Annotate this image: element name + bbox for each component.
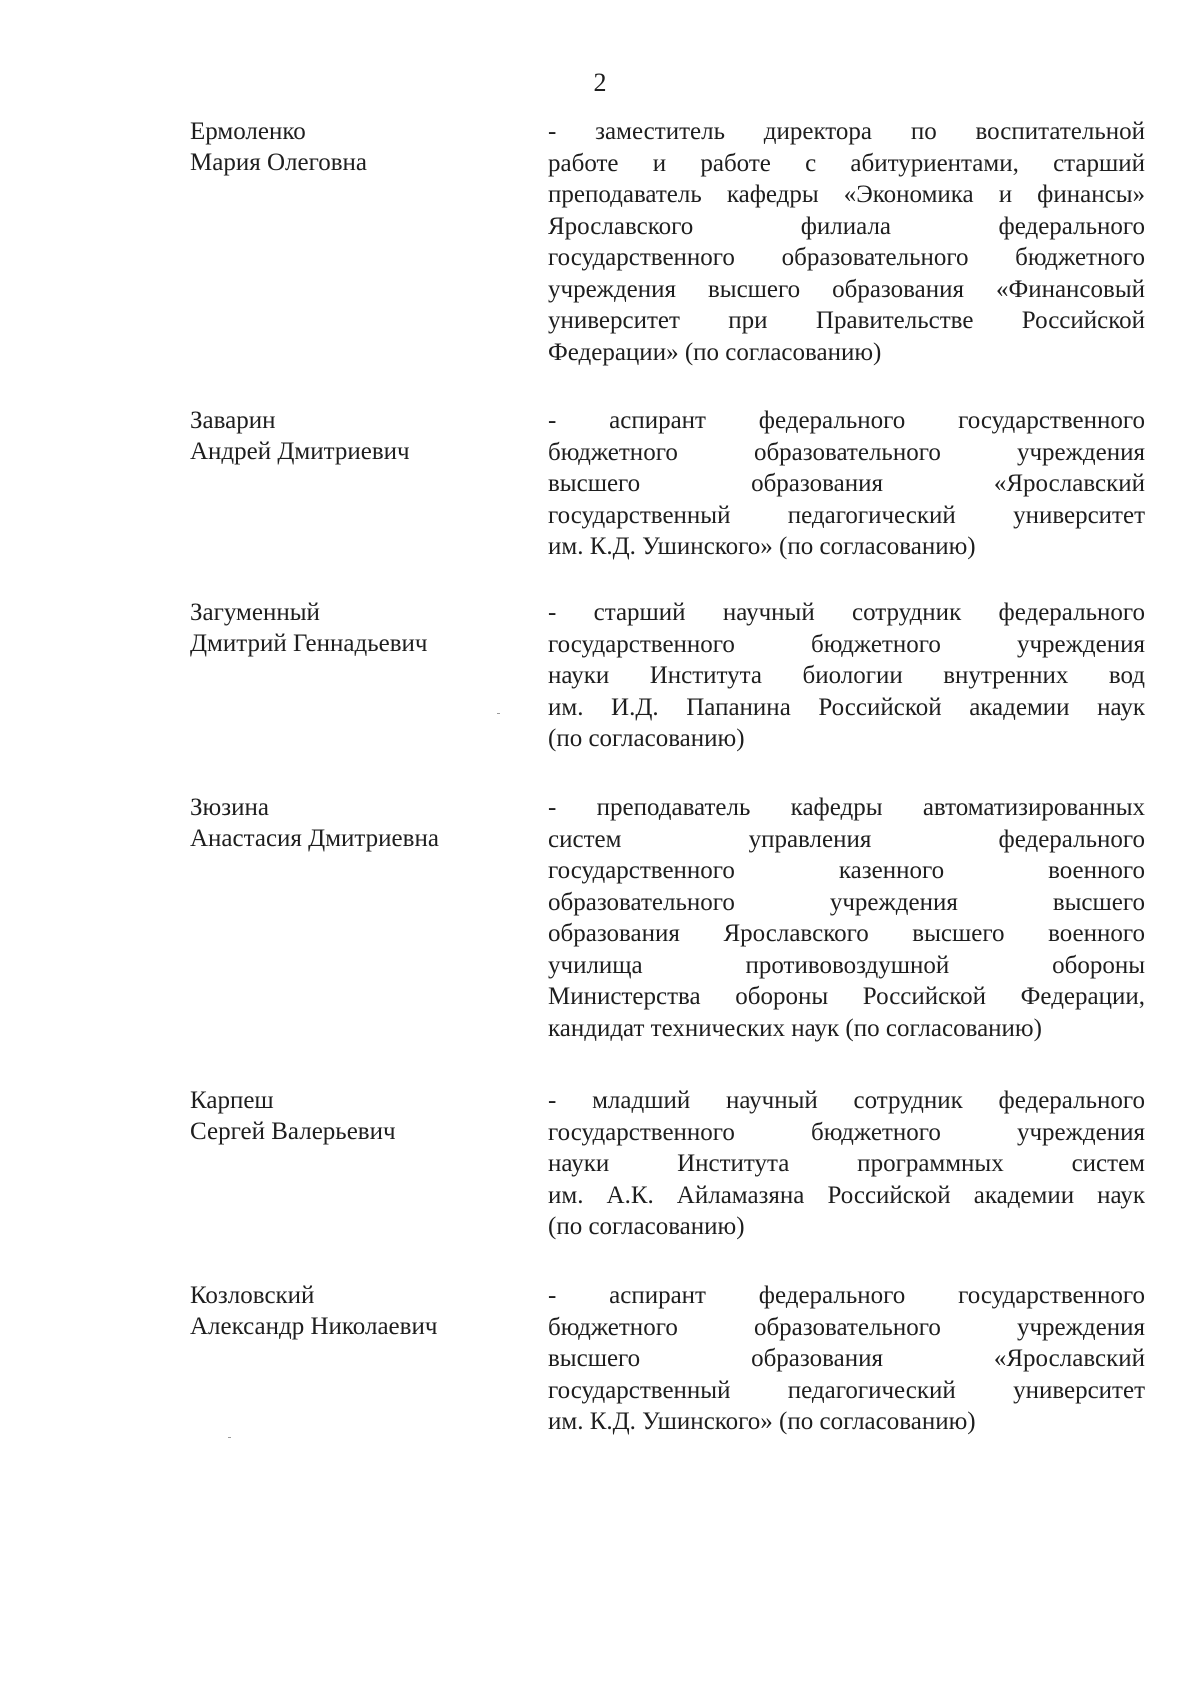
position-line: - преподаватель кафедры автоматизированных [548, 794, 1145, 821]
member-surname: Козловский [190, 1282, 315, 1309]
position-line: науки Института программных систем [548, 1150, 1145, 1177]
position-line: Федерации» (по согласованию) [548, 338, 882, 366]
position-line: (по согласованию) [548, 725, 745, 752]
member-name [190, 116, 520, 178]
position-line: науки Института биологии внутренних вод [548, 662, 1145, 689]
position-line: Ярославского филиала федерального [548, 212, 1145, 240]
scan-speck [497, 713, 500, 714]
member-position [548, 597, 1145, 755]
member-surname: Ермоленко [190, 118, 306, 145]
position-line: государственного образовательного бюджетного [548, 244, 1145, 271]
member-name [190, 405, 520, 467]
position-line: образовательного учреждения высшего [548, 888, 1145, 916]
position-line: преподаватель кафедры «Экономика и финансы» [548, 181, 1145, 208]
position-line: им. К.Д. Ушинского» (по согласованию) [548, 533, 976, 560]
position-line: государственного бюджетного учреждения [548, 630, 1145, 658]
position-line: - старший научный сотрудник федерального [548, 599, 1145, 626]
position-line: учреждения высшего образования «Финансовый [548, 275, 1145, 303]
member-given-names: Анастасия Дмитриевна [190, 825, 439, 852]
member-position [548, 1280, 1145, 1438]
member-given-names: Сергей Валерьевич [190, 1118, 396, 1145]
position-line: образования Ярославского высшего военного [548, 920, 1145, 947]
position-line: им. К.Д. Ушинского» (по согласованию) [548, 1408, 976, 1435]
member-name [190, 1280, 520, 1342]
member-given-names: Александр Николаевич [190, 1313, 438, 1340]
position-line: университет при Правительстве Российской [548, 307, 1145, 334]
position-line: (по согласованию) [548, 1213, 745, 1240]
position-line: работе и работе с абитуриентами, старший [548, 149, 1145, 177]
member-position [548, 116, 1145, 368]
position-line: государственного бюджетного учреждения [548, 1118, 1145, 1146]
scan-speck [228, 1437, 231, 1438]
position-line: бюджетного образовательного учреждения [548, 438, 1145, 466]
position-line: государственный педагогический университет [548, 501, 1145, 529]
position-line: - аспирант федерального государственного [548, 407, 1145, 434]
position-line: высшего образования «Ярославский [548, 1345, 1145, 1372]
position-line: кандидат технических наук (по согласованию) [548, 1014, 1042, 1042]
position-line: Министерства обороны Российской Федерации, [548, 983, 1145, 1010]
page-number: 2 [593, 68, 607, 97]
position-line: бюджетного образовательного учреждения [548, 1313, 1145, 1341]
member-surname: Загуменный [190, 599, 320, 626]
member-surname: Карпеш [190, 1087, 274, 1114]
position-line: - заместитель директора по воспитательной [548, 118, 1145, 145]
member-position [548, 405, 1145, 563]
member-position [548, 792, 1145, 1044]
member-name [190, 597, 520, 659]
member-name [190, 792, 520, 854]
position-line: государственный педагогический университет [548, 1376, 1145, 1404]
member-given-names: Мария Олеговна [190, 149, 367, 176]
member-position [548, 1085, 1145, 1243]
member-name [190, 1085, 520, 1147]
member-surname: Заварин [190, 407, 276, 434]
position-line: им. И.Д. Папанина Российской академии наук [548, 693, 1145, 721]
member-given-names: Андрей Дмитриевич [190, 438, 410, 465]
member-given-names: Дмитрий Геннадьевич [190, 630, 428, 657]
position-line: училища противовоздушной обороны [548, 951, 1145, 979]
position-line: им. А.К. Айламазяна Российской академии наук [548, 1181, 1145, 1209]
position-line: систем управления федерального [548, 825, 1145, 853]
position-line: - младший научный сотрудник федерального [548, 1087, 1145, 1114]
position-line: высшего образования «Ярославский [548, 470, 1145, 497]
position-line: - аспирант федерального государственного [548, 1282, 1145, 1309]
member-surname: Зюзина [190, 794, 269, 821]
position-line: государственного казенного военного [548, 857, 1145, 884]
